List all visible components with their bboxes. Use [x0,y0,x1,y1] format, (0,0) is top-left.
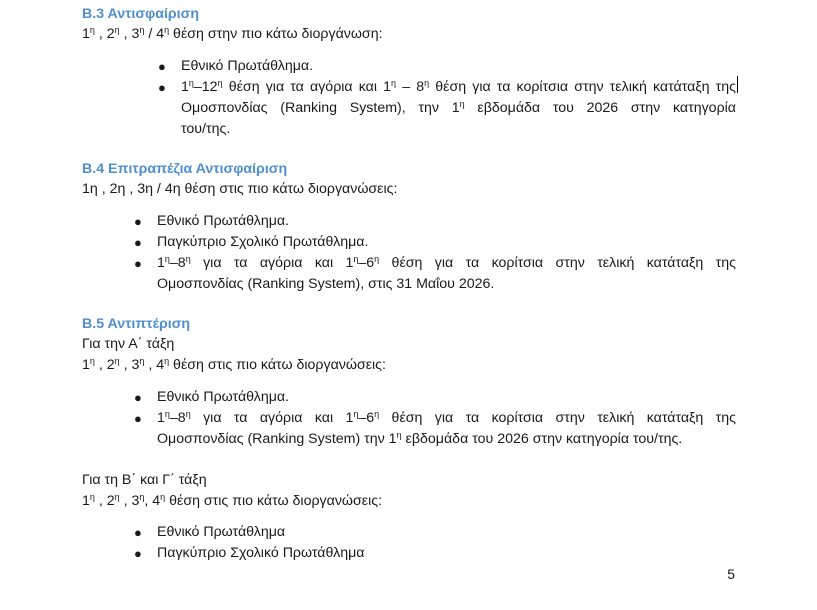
section-heading-b3: Β.3 Αντισφαίριση [82,6,199,22]
section-heading-b5: Β.5 Αντιπτέριση [82,316,191,332]
text-cursor [737,76,738,93]
bullet-icon: ● [134,390,142,405]
bullet-icon: ● [134,214,142,229]
b4-bullet-2: Παγκύπριο Σχολικό Πρωτάθλημα. [157,234,369,250]
b3-bullet-2-line-2: Ομοσπονδίας (Ranking System), την $1^\eta$ εβδομάδα του 2026 στην κατηγορία [181,99,736,116]
b5-a-bullet-1: Εθνικό Πρωτάθλημα. [157,389,290,405]
page-number: 5 [727,566,735,582]
b4-bullet-3-line-2: Ομοσπονδίας (Ranking System), στις 31 Μαΐου 2026. [157,276,495,292]
bullet-icon: ● [134,235,142,250]
bullet-icon: ● [158,80,166,95]
b4-bullet-3-line-1: $1^\eta-8^\eta$ για τα αγόρια και $1^\eta-6^\eta$ θέση για τα κορίτσια στην τελική κατάταξη της [157,254,736,271]
b5-subheading-a: Για την Α΄ τάξη [82,336,175,352]
b5-a-bullet-2-line-1: $1^\eta-8^\eta$ για τα αγόρια και $1^\eta-6^\eta$ θέση για τα κορίτσια στην τελική κατάταξη της [157,409,736,426]
b3-bullet-2-line-3: του/της. [181,121,231,137]
bullet-icon: ● [158,59,166,74]
bullet-icon: ● [134,546,142,561]
b4-bullet-1: Εθνικό Πρωτάθλημα. [157,213,290,229]
bullet-icon: ● [134,525,142,540]
bullet-icon: ● [134,411,142,426]
b5-a-bullet-2-line-2: Ομοσπονδίας (Ranking System) την $1^\eta$ εβδομάδα του 2026 στην κατηγορία του/της. [157,430,683,447]
b3-bullet-2-line-1: $1^\eta-12^\eta$ θέση για τα αγόρια και $1^\eta - 8^\eta$ θέση για τα κορίτσια στην τελική κατάταξη της [181,78,737,95]
b3-intro: $1^\eta$ , $2^\eta$ , $3^\eta / 4^\eta$ θέση στην πιο κάτω διοργάνωση: [82,25,383,42]
b3-bullet-1: Εθνικό Πρωτάθλημα. [181,58,314,74]
section-heading-b4: Β.4 Επιτραπέζια Αντισφαίριση [82,161,288,177]
b5-b-bullet-2: Παγκύπριο Σχολικό Πρωτάθλημα [157,545,365,561]
bullet-icon: ● [134,256,142,271]
b5-b-bullet-1: Εθνικό Πρωτάθλημα [157,524,286,540]
b5-intro-a: $1^\eta$ , $2^\eta$ , $3^\eta$ , $4^\eta$ θέση στις πιο κάτω διοργανώσεις: [82,356,386,373]
b5-subheading-b: Για τη Β΄ και Γ΄ τάξη [82,472,207,488]
b4-intro: 1η , 2η , 3η / 4η θέση στις πιο κάτω διοργανώσεις: [82,181,398,197]
b5-intro-b: $1^\eta$ , $2^\eta$ , $3^\eta$, $4^\eta$ θέση στις πιο κάτω διοργανώσεις: [82,492,383,509]
